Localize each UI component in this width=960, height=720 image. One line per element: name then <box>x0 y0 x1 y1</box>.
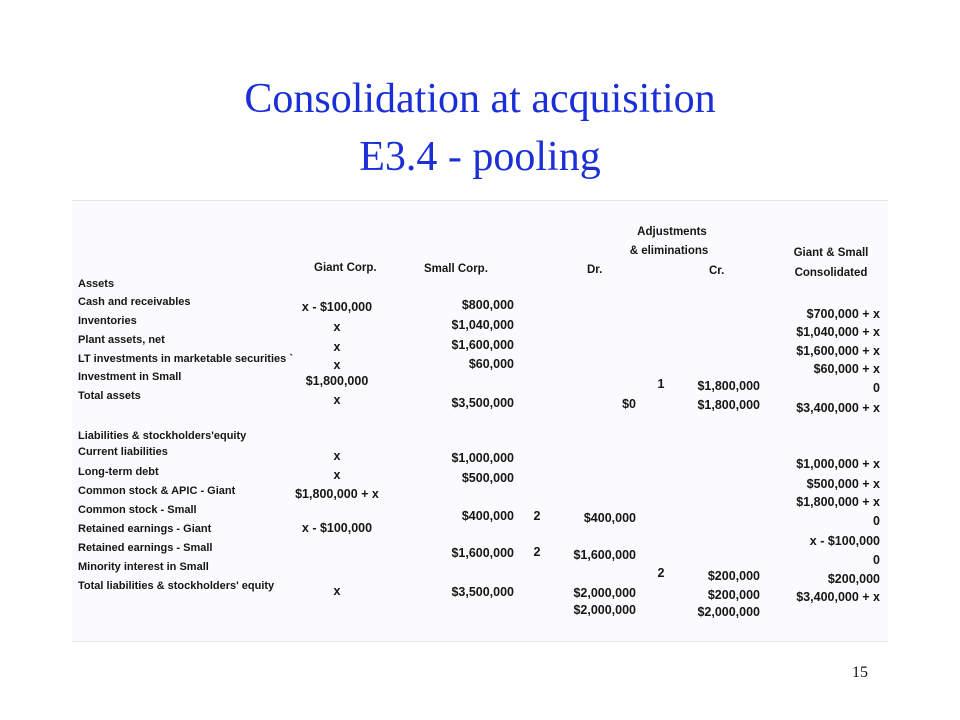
cell-dr-ref: 2 <box>533 545 541 559</box>
cell-small: $3,500,000 <box>451 396 514 410</box>
cell-consolidated: $1,600,000 + x <box>796 344 880 358</box>
cr-grand-total: $2,000,000 <box>697 605 760 619</box>
row-label: Plant assets, net <box>78 334 165 346</box>
cell-giant: x - $100,000 <box>301 300 373 314</box>
header-adjustments: Adjustments <box>637 226 707 238</box>
cell-consolidated: x - $100,000 <box>809 534 880 548</box>
header-giant-corp: Giant Corp. <box>314 262 377 274</box>
cell-giant: $1,800,000 + x <box>295 487 379 501</box>
cell-dr: $1,600,000 <box>573 548 636 562</box>
cell-small: $400,000 <box>461 509 514 523</box>
cell-giant: x <box>333 358 341 372</box>
cell-small: $60,000 <box>468 357 514 371</box>
cell-consolidated: 0 <box>873 553 880 567</box>
cell-consolidated: $200,000 <box>827 572 880 586</box>
row-label: Cash and receivables <box>78 296 191 308</box>
cell-cr: $200,000 <box>707 588 760 602</box>
cell-small: $1,600,000 <box>451 338 514 352</box>
cell-giant: x <box>333 468 341 482</box>
row-label: Common stock - Small <box>78 504 197 516</box>
cell-cr: $1,800,000 <box>697 379 760 393</box>
row-label: Total assets <box>78 390 141 402</box>
cell-dr-ref: 2 <box>533 509 541 523</box>
cell-consolidated: 0 <box>873 514 880 528</box>
cell-giant: x <box>333 449 341 463</box>
row-label: Inventories <box>78 315 137 327</box>
row-label: Current liabilities <box>78 446 168 458</box>
row-label: Common stock & APIC - Giant <box>78 485 236 497</box>
cell-consolidated: $1,000,000 + x <box>796 457 880 471</box>
slide-subtitle: E3.4 - pooling <box>359 134 601 180</box>
cell-dr: $2,000,000 <box>573 586 636 600</box>
slide-title: Consolidation at acquisition <box>244 76 716 122</box>
cell-giant: $1,800,000 <box>305 374 369 388</box>
header-consolidated-line1: Giant & Small <box>793 247 869 259</box>
cell-giant: x - $100,000 <box>301 521 373 535</box>
section-assets: Assets <box>78 278 115 290</box>
consolidation-worksheet <box>72 200 888 642</box>
header-small-corp: Small Corp. <box>424 263 488 275</box>
cell-consolidated: $3,400,000 + x <box>796 590 880 604</box>
row-label: Total liabilities & stockholders' equity <box>78 580 275 592</box>
dr-grand-total: $2,000,000 <box>573 603 636 617</box>
cell-giant: x <box>333 584 341 598</box>
cell-giant: x <box>333 393 341 407</box>
row-label: Long-term debt <box>78 466 159 478</box>
row-label: Retained earnings - Small <box>78 542 213 554</box>
cell-consolidated: 0 <box>873 381 880 395</box>
cell-small: $3,500,000 <box>451 585 514 599</box>
row-label: Minority interest in Small <box>78 561 209 573</box>
cell-cr-ref: 2 <box>657 566 665 580</box>
cell-consolidated: $1,040,000 + x <box>796 325 880 339</box>
cell-giant: x <box>333 320 341 334</box>
cell-small: $500,000 <box>461 471 514 485</box>
cell-dr: $400,000 <box>583 511 636 525</box>
cell-small: $1,040,000 <box>451 318 514 332</box>
header-eliminations: & eliminations <box>629 245 709 257</box>
cell-consolidated: $60,000 + x <box>813 362 880 376</box>
cell-consolidated: $500,000 + x <box>806 477 880 491</box>
header-dr: Dr. <box>587 264 603 276</box>
cell-dr: $0 <box>622 397 636 411</box>
cell-cr-ref: 1 <box>657 377 665 391</box>
section-liabilities-equity: Liabilities & stockholders'equity <box>78 430 247 442</box>
cell-cr: $1,800,000 <box>697 398 760 412</box>
cell-cr: $200,000 <box>707 569 760 583</box>
cell-consolidated: $3,400,000 + x <box>796 401 880 415</box>
row-label: Retained earnings - Giant <box>78 523 212 535</box>
header-cr: Cr. <box>709 265 725 277</box>
cell-small: $1,600,000 <box>451 546 514 560</box>
cell-small: $800,000 <box>461 298 514 312</box>
cell-consolidated: $1,800,000 + x <box>796 495 880 509</box>
cell-giant: x <box>333 340 341 354</box>
row-label: Investment in Small <box>78 371 182 383</box>
page-number: 15 <box>852 664 868 681</box>
cell-small: $1,000,000 <box>451 451 514 465</box>
row-label: LT investments in marketable securities ` <box>78 353 293 365</box>
header-consolidated-line2: Consolidated <box>794 267 868 279</box>
cell-consolidated: $700,000 + x <box>806 307 880 321</box>
